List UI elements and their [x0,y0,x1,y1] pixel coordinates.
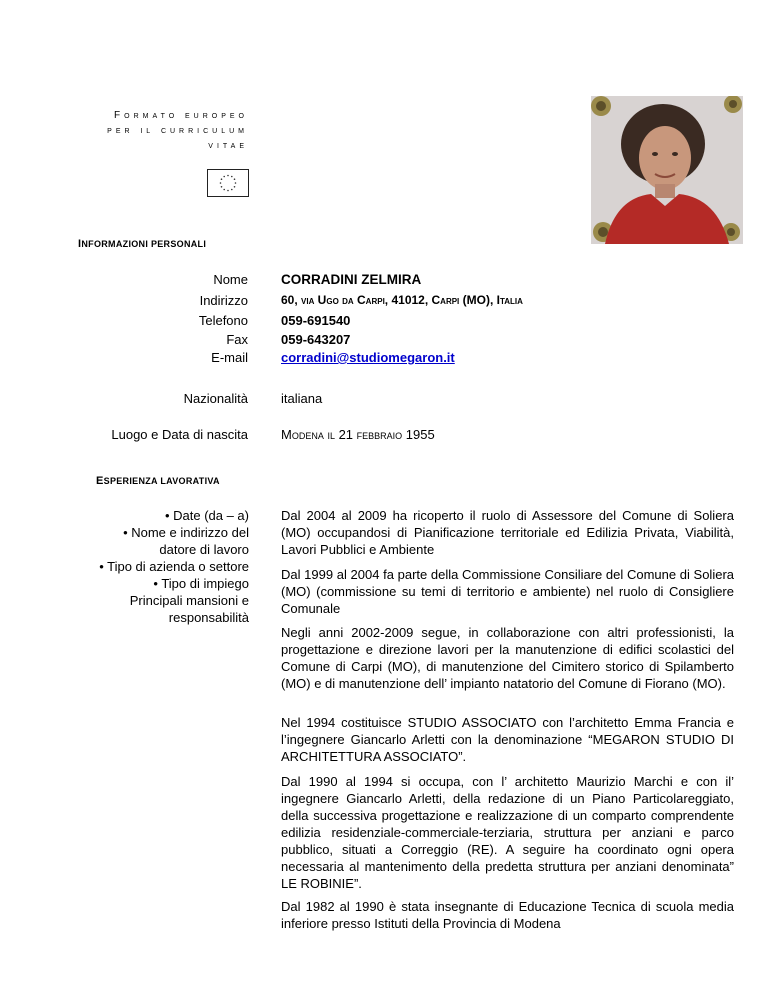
value-nome: CORRADINI ZELMIRA [281,272,422,287]
experience-paragraph: Dal 1982 al 1990 è stata insegnante di Educazione Tecnica di scuola media inferiore presso Istituti della Provincia di Modena [281,899,734,931]
heading-cap: E [96,475,104,487]
label-nome: Nome [213,272,248,287]
label-nazionalita: Nazionalità [183,391,248,406]
exp-label: • Date (da – a) [164,508,249,523]
heading-rest: NFORMAZIONI PERSONALI [81,239,207,249]
title-line-2: per il curriculum [107,125,248,136]
experience-paragraph: Dal 1990 al 1994 si occupa, con l’ architetto Maurizio Marchi e con il’ ingegnere Giancarlo Arletti, della redazione di un Piano Particolareggiato, della successiva progettazione e realizzazione di un comparto comprendente edilizia residenziale-commerciale-terziaria, struttura per anziani e parco pubblico, situati a Correggio (RE). A seguire ha coordinato ogni opera necessaria al mantenimento della predetta struttura per anziani denominata” LE ROBINIE”. [281,774,734,891]
cv-format-title [40,108,248,153]
value-fax: 059-643207 [281,332,351,347]
value-nazionalita: italiana [281,391,323,406]
heading-cap: I [78,238,82,250]
label-indirizzo: Indirizzo [199,293,248,308]
email-link[interactable]: corradini@studiomegaron.it [281,350,455,365]
experience-heading [96,475,220,487]
value-telefono: 059-691540 [281,313,351,328]
exp-label: • Nome e indirizzo del [123,525,249,540]
experience-paragraph: Nel 1994 costituisce STUDIO ASSOCIATO con l’architetto Emma Francia e l’ingegnere Giancarlo Arletti con la denominazione “MEGARON STUDIO DI ARCHITETTURA ASSOCIATO”. [281,715,734,764]
experience-field-labels [60,507,249,626]
email-link-wrap [281,350,455,365]
title-line-1: Formato europeo [114,110,248,121]
label-fax: Fax [226,332,248,347]
value-indirizzo: 60, via Ugo da Carpi, 41012, Carpi (MO), Italia [281,293,523,307]
label-email: E-mail [211,350,248,365]
portrait-photo [591,96,743,244]
heading-rest: SPERIENZA LAVORATIVA [103,476,220,486]
experience-paragraph: Dal 2004 al 2009 ha ricoperto il ruolo di Assessore del Comune di Soliera (MO) occupandosi di Pianificazione territoriale ed Edilizia Privata, Viabilità, Lavori Pubblici e Ambiente [281,508,734,557]
eu-stars-icon [208,170,248,196]
experience-paragraph: Dal 1999 al 2004 fa parte della Commissione Consiliare del Comune di Soliera (MO) (commissione su temi di territorio e ambiente) nel ruolo di Consigliere Comunale [281,567,734,616]
experience-paragraph: Negli anni 2002-2009 segue, in collaborazione con altri professionisti, la progettazione e direzione lavori per la manutenzione di edifici scolastici del Comune di Carpi (MO), di manutenzione del Cimitero storico di Spilamberto (MO) e di manutenzione dell’ impianto natatorio del Comune di Fiorano (MO). [281,625,734,691]
personal-info-heading [78,238,206,250]
title-line-3: vitae [208,140,248,151]
exp-label: responsabilità [168,610,249,625]
exp-label: Principali mansioni e [129,593,249,608]
label-telefono: Telefono [198,313,248,328]
exp-label: • Tipo di azienda o settore [99,559,249,574]
eu-flag-icon [207,169,249,197]
exp-label: datore di lavoro [159,542,249,557]
label-nascita: Luogo e Data di nascita [111,427,248,442]
value-nascita: Modena il 21 febbraio 1955 [281,427,435,442]
exp-label: • Tipo di impiego [153,576,249,591]
